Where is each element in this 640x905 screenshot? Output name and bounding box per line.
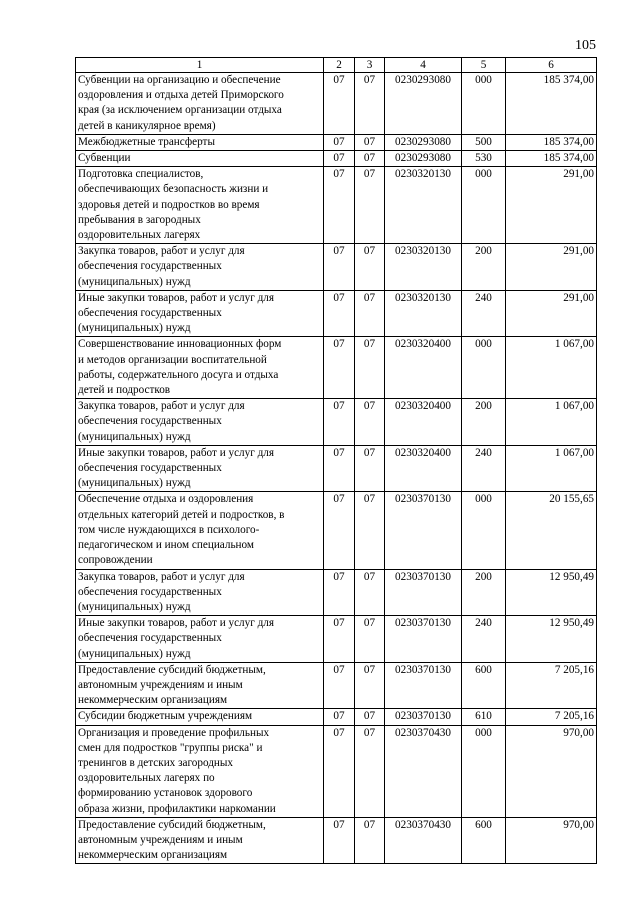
- row-name-cell: Подготовка специалистов, обеспечивающих безопасность жизни и здоровья детей и подростков во время пребывания в загородных оздоровительных лагерях: [76, 167, 324, 244]
- section-code-cell: 07: [324, 290, 355, 337]
- target-article-cell: 0230320130: [385, 290, 462, 337]
- expense-type-cell: 600: [462, 817, 506, 864]
- table-row: [76, 337, 597, 399]
- target-article-cell: 0230370130: [385, 569, 462, 616]
- row-name-cell: Организация и проведение профильных смен для подростков "группы риска" и тренингов в детских загородных оздоровительных лагерях по формированию установок здорового образа жизни, профилактики наркомании: [76, 725, 324, 817]
- table-row: [76, 167, 597, 244]
- subsection-code-cell: 07: [355, 725, 385, 817]
- expense-type-cell: 600: [462, 662, 506, 709]
- target-article-cell: 0230320400: [385, 399, 462, 446]
- expense-type-cell: 000: [462, 167, 506, 244]
- amount-cell: 291,00: [506, 167, 597, 244]
- subsection-code-cell: 07: [355, 709, 385, 725]
- target-article-cell: 0230293080: [385, 73, 462, 135]
- row-name-cell: Межбюджетные трансферты: [76, 134, 324, 150]
- expense-type-cell: 200: [462, 569, 506, 616]
- amount-cell: 185 374,00: [506, 134, 597, 150]
- target-article-cell: 0230370430: [385, 725, 462, 817]
- section-code-cell: 07: [324, 616, 355, 663]
- amount-cell: 12 950,49: [506, 616, 597, 663]
- expense-type-cell: 000: [462, 725, 506, 817]
- section-code-cell: 07: [324, 399, 355, 446]
- amount-cell: 185 374,00: [506, 151, 597, 167]
- row-name-cell: Предоставление субсидий бюджетным, автономным учреждениям и иным некоммерческим организациям: [76, 662, 324, 709]
- row-name-cell: Закупка товаров, работ и услуг для обеспечения государственных (муниципальных) нужд: [76, 569, 324, 616]
- column-header: 1: [76, 58, 324, 73]
- section-code-cell: 07: [324, 492, 355, 569]
- target-article-cell: 0230293080: [385, 151, 462, 167]
- section-code-cell: 07: [324, 445, 355, 492]
- expense-type-cell: 500: [462, 134, 506, 150]
- row-name-cell: Предоставление субсидий бюджетным, автономным учреждениям и иным некоммерческим организациям: [76, 817, 324, 864]
- target-article-cell: 0230370430: [385, 817, 462, 864]
- table-row: [76, 244, 597, 291]
- column-header: 3: [355, 58, 385, 73]
- subsection-code-cell: 07: [355, 290, 385, 337]
- target-article-cell: 0230370130: [385, 709, 462, 725]
- expense-type-cell: 240: [462, 290, 506, 337]
- amount-cell: 1 067,00: [506, 337, 597, 399]
- row-name-cell: Совершенствование инновационных форм и методов организации воспитательной работы, содержательного досуга и отдыха детей и подростков: [76, 337, 324, 399]
- expense-type-cell: 610: [462, 709, 506, 725]
- page-number: 105: [575, 38, 596, 53]
- row-name-cell: Закупка товаров, работ и услуг для обеспечения государственных (муниципальных) нужд: [76, 244, 324, 291]
- row-name-cell: Субвенции: [76, 151, 324, 167]
- expense-type-cell: 000: [462, 73, 506, 135]
- target-article-cell: 0230370130: [385, 616, 462, 663]
- target-article-cell: 0230293080: [385, 134, 462, 150]
- amount-cell: 7 205,16: [506, 709, 597, 725]
- amount-cell: 1 067,00: [506, 445, 597, 492]
- row-name-cell: Иные закупки товаров, работ и услуг для обеспечения государственных (муниципальных) нужд: [76, 445, 324, 492]
- target-article-cell: 0230370130: [385, 662, 462, 709]
- column-header: 2: [324, 58, 355, 73]
- section-code-cell: 07: [324, 709, 355, 725]
- row-name-cell: Обеспечение отдыха и оздоровления отдельных категорий детей и подростков, в том числе нуждающихся в психолого- педагогическом и ином специальном сопровождении: [76, 492, 324, 569]
- expense-type-cell: 200: [462, 399, 506, 446]
- column-header: 5: [462, 58, 506, 73]
- section-code-cell: 07: [324, 662, 355, 709]
- amount-cell: 291,00: [506, 290, 597, 337]
- table-row: [76, 817, 597, 864]
- table-row: [76, 569, 597, 616]
- subsection-code-cell: 07: [355, 817, 385, 864]
- section-code-cell: 07: [324, 73, 355, 135]
- subsection-code-cell: 07: [355, 73, 385, 135]
- table-row: [76, 399, 597, 446]
- subsection-code-cell: 07: [355, 569, 385, 616]
- table-row: [76, 290, 597, 337]
- table-body: [76, 73, 597, 864]
- table-row: [76, 492, 597, 569]
- section-code-cell: 07: [324, 134, 355, 150]
- subsection-code-cell: 07: [355, 134, 385, 150]
- table-row: [76, 73, 597, 135]
- amount-cell: 291,00: [506, 244, 597, 291]
- section-code-cell: 07: [324, 817, 355, 864]
- subsection-code-cell: 07: [355, 399, 385, 446]
- budget-table: [75, 57, 597, 864]
- section-code-cell: 07: [324, 151, 355, 167]
- amount-cell: 12 950,49: [506, 569, 597, 616]
- table-header: [76, 58, 597, 73]
- expense-type-cell: 240: [462, 445, 506, 492]
- amount-cell: 1 067,00: [506, 399, 597, 446]
- target-article-cell: 0230370130: [385, 492, 462, 569]
- target-article-cell: 0230320400: [385, 445, 462, 492]
- table-row: [76, 151, 597, 167]
- amount-cell: 185 374,00: [506, 73, 597, 135]
- section-code-cell: 07: [324, 725, 355, 817]
- row-name-cell: Субвенции на организацию и обеспечение оздоровления и отдыха детей Приморского края (за исключением организации отдыха детей в каникулярное время): [76, 73, 324, 135]
- target-article-cell: 0230320130: [385, 244, 462, 291]
- subsection-code-cell: 07: [355, 151, 385, 167]
- column-header: 6: [506, 58, 597, 73]
- subsection-code-cell: 07: [355, 445, 385, 492]
- subsection-code-cell: 07: [355, 244, 385, 291]
- row-name-cell: Субсидии бюджетным учреждениям: [76, 709, 324, 725]
- table-row: [76, 709, 597, 725]
- subsection-code-cell: 07: [355, 492, 385, 569]
- section-code-cell: 07: [324, 569, 355, 616]
- target-article-cell: 0230320400: [385, 337, 462, 399]
- subsection-code-cell: 07: [355, 337, 385, 399]
- subsection-code-cell: 07: [355, 167, 385, 244]
- row-name-cell: Закупка товаров, работ и услуг для обеспечения государственных (муниципальных) нужд: [76, 399, 324, 446]
- expense-type-cell: 000: [462, 337, 506, 399]
- target-article-cell: 0230320130: [385, 167, 462, 244]
- amount-cell: 970,00: [506, 817, 597, 864]
- section-code-cell: 07: [324, 337, 355, 399]
- expense-type-cell: 240: [462, 616, 506, 663]
- section-code-cell: 07: [324, 244, 355, 291]
- column-header: 4: [385, 58, 462, 73]
- expense-type-cell: 000: [462, 492, 506, 569]
- section-code-cell: 07: [324, 167, 355, 244]
- row-name-cell: Иные закупки товаров, работ и услуг для обеспечения государственных (муниципальных) нужд: [76, 616, 324, 663]
- table-row: [76, 445, 597, 492]
- amount-cell: 7 205,16: [506, 662, 597, 709]
- expense-type-cell: 200: [462, 244, 506, 291]
- table-row: [76, 134, 597, 150]
- header-row: [76, 58, 597, 73]
- row-name-cell: Иные закупки товаров, работ и услуг для обеспечения государственных (муниципальных) нужд: [76, 290, 324, 337]
- table-row: [76, 725, 597, 817]
- amount-cell: 970,00: [506, 725, 597, 817]
- expense-type-cell: 530: [462, 151, 506, 167]
- subsection-code-cell: 07: [355, 616, 385, 663]
- table-row: [76, 616, 597, 663]
- amount-cell: 20 155,65: [506, 492, 597, 569]
- table-row: [76, 662, 597, 709]
- subsection-code-cell: 07: [355, 662, 385, 709]
